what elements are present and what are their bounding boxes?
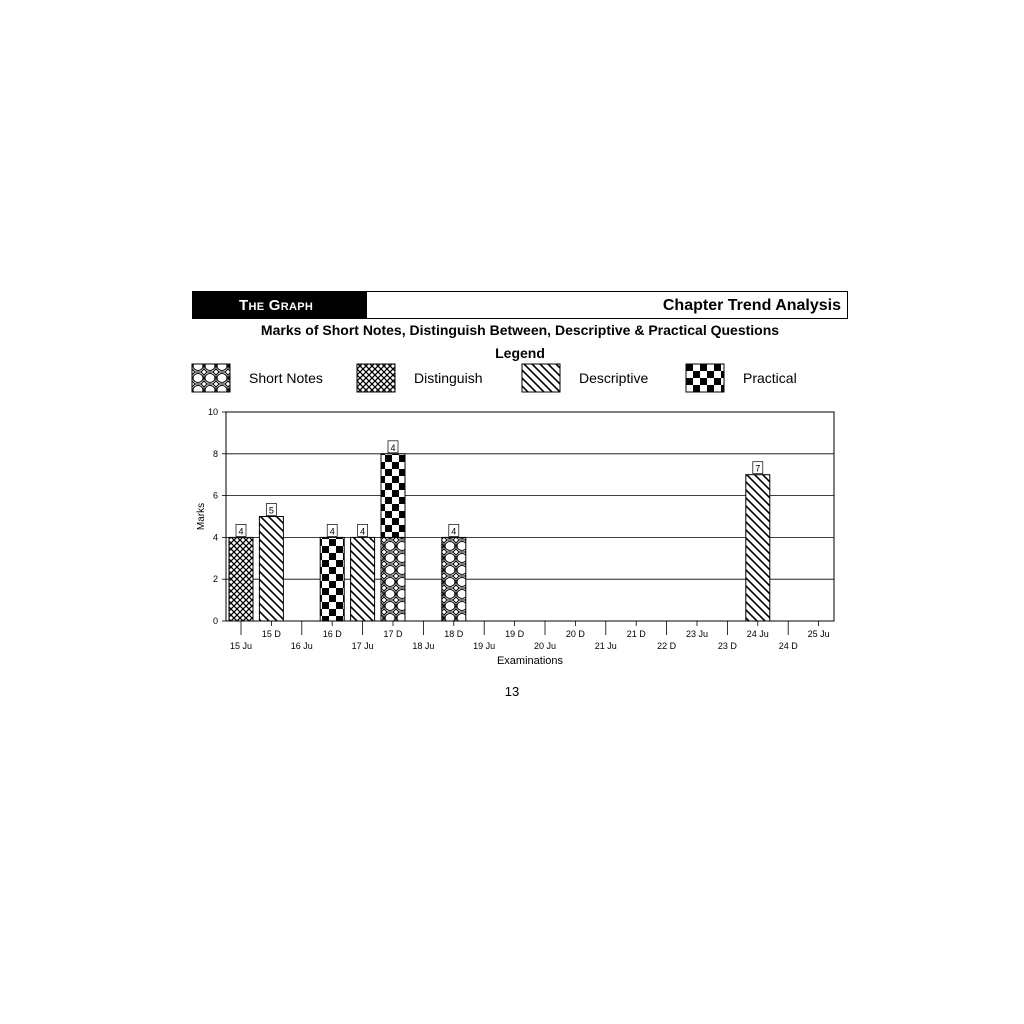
- chart-title: Marks of Short Notes, Distinguish Between, Descriptive & Practical Questions: [260, 322, 780, 338]
- bar-checker: [381, 454, 405, 538]
- x-tick-label: 17 D: [383, 629, 403, 639]
- data-label: 4: [451, 526, 457, 537]
- x-tick-label: 21 Ju: [594, 641, 617, 651]
- legend-swatch-crosshatch: [357, 364, 395, 392]
- x-tick-label: 19 D: [505, 629, 525, 639]
- x-tick-label: 21 D: [626, 629, 646, 639]
- legend-swatch-diagonal: [522, 364, 560, 392]
- x-tick-label: 20 Ju: [533, 641, 557, 651]
- x-tick-label: 23 Ju: [685, 629, 709, 639]
- bars: [229, 441, 770, 621]
- legend-title: Legend: [495, 345, 545, 361]
- x-tick-label: 16 D: [322, 629, 342, 639]
- x-tick-label: 16 Ju: [290, 641, 313, 651]
- bar-honeycomb: [442, 537, 466, 621]
- bar-diagonal: [746, 475, 770, 621]
- x-tick-label: 24 Ju: [746, 629, 769, 639]
- legend-label: Short Notes: [249, 370, 323, 386]
- x-tick-label: 20 D: [565, 629, 585, 639]
- page-number: 13: [504, 684, 520, 699]
- legend-label: Practical: [743, 370, 797, 386]
- y-tick-label: 6: [212, 490, 218, 501]
- y-tick-label: 10: [207, 407, 218, 417]
- x-tick-label: 23 D: [717, 641, 737, 651]
- data-label: 4: [360, 526, 366, 537]
- legend-swatch-checker: [686, 364, 724, 392]
- x-tick-label: 18 Ju: [412, 641, 435, 651]
- data-label: 7: [755, 463, 761, 474]
- x-tick-label: 15 D: [261, 629, 281, 639]
- bar-diagonal: [259, 517, 283, 622]
- x-tick-label: 19 Ju: [473, 641, 496, 651]
- x-tick-label: 24 D: [778, 641, 798, 651]
- y-tick-label: 8: [212, 448, 218, 459]
- data-label: 4: [329, 526, 335, 537]
- legend: [192, 364, 797, 392]
- bar-checker: [320, 537, 344, 621]
- x-tick-label: 25 Ju: [807, 629, 830, 639]
- y-axis-label: Marks: [196, 502, 207, 531]
- legend-label: Descriptive: [579, 370, 649, 386]
- y-tick-label: 2: [212, 574, 218, 585]
- y-tick-label: 0: [212, 616, 218, 626]
- bar-crosshatch: [229, 537, 253, 621]
- section-title: Chapter Trend Analysis: [662, 297, 841, 314]
- section-label-text: The Graph: [239, 297, 314, 314]
- x-tick-label: 17 Ju: [351, 641, 374, 651]
- x-axis-label: Examinations: [496, 655, 564, 667]
- x-tick-label: 22 D: [657, 641, 677, 651]
- x-tick-label: 15 Ju: [229, 641, 253, 651]
- data-label: 4: [238, 526, 244, 537]
- grid: [226, 412, 834, 621]
- bar-honeycomb: [381, 537, 405, 621]
- data-label: 5: [268, 505, 274, 516]
- x-tick-label: 18 D: [444, 629, 464, 639]
- legend-swatch-honeycomb: [192, 364, 230, 392]
- legend-label: Distinguish: [414, 370, 483, 386]
- data-label: 4: [390, 442, 396, 453]
- plot-frame: [226, 412, 834, 621]
- y-tick-label: 4: [212, 532, 218, 543]
- bar-diagonal: [351, 537, 375, 621]
